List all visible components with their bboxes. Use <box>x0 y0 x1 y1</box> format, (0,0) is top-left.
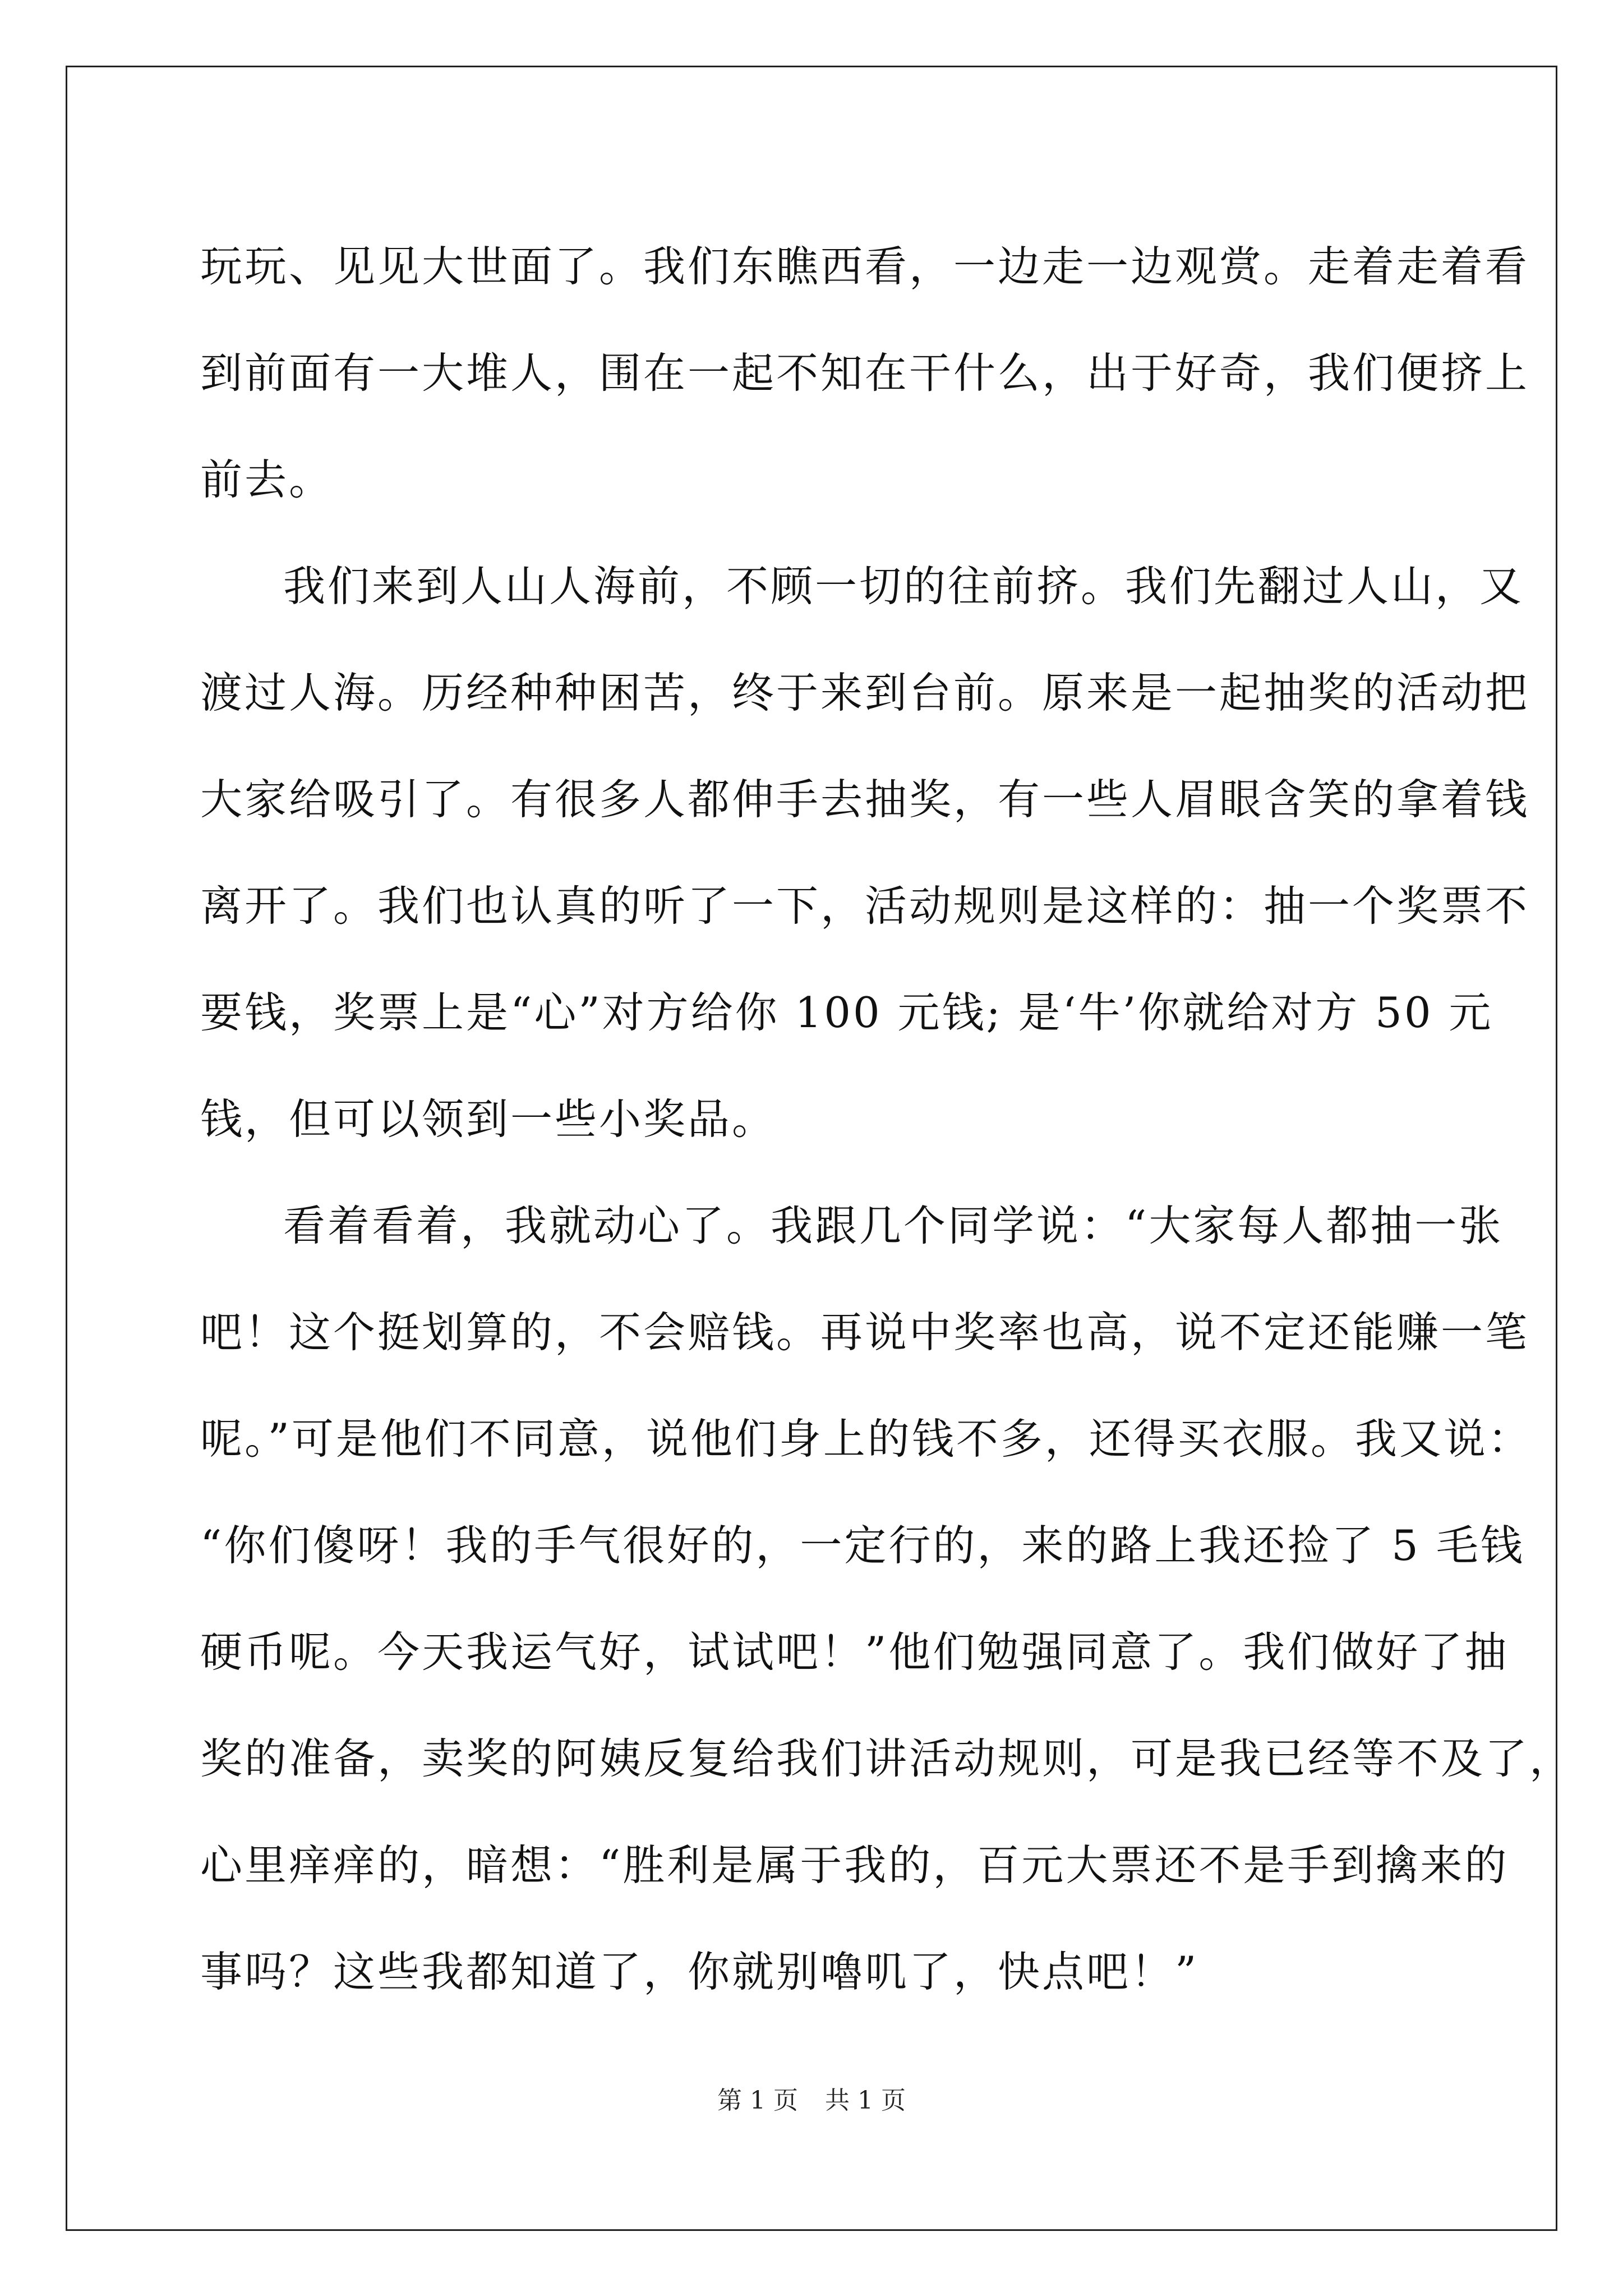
text-line: 玩玩、见见大世面了。我们东瞧西看，一边走一边观赏。走着走着看 <box>200 242 1530 291</box>
text-line: “你们傻呀！我的手气很好的，一定行的，来的路上我还捡了 5 毛钱 <box>200 1521 1525 1570</box>
page-number-current: 第 1 页 <box>717 2086 798 2115</box>
text-line: 吧！这个挺划算的，不会赔钱。再说中奖率也高，说不定还能赚一笔 <box>200 1308 1530 1357</box>
page-number-total: 共 1 页 <box>825 2086 906 2115</box>
text-line: 奖的准备，卖奖的阿姨反复给我们讲活动规则，可是我已经等不及了， <box>200 1734 1574 1783</box>
text-line: 大家给吸引了。有很多人都伸手去抽奖，有一些人眉眼含笑的拿着钱 <box>200 775 1530 824</box>
text-line: 呢。”可是他们不同意，说他们身上的钱不多，还得买衣服。我又说： <box>200 1414 1532 1464</box>
page-footer <box>0 2084 1623 2118</box>
text-line: 事吗？这些我都知道了，你就别嚕叽了，快点吧！” <box>200 1947 1199 1996</box>
text-line: 前去。 <box>200 455 334 504</box>
text-line: 渡过人海。历经种种困苦，终于来到台前。原来是一起抽奖的活动把 <box>200 668 1530 717</box>
text-line: 看着看着，我就动心了。我跟几个同学说：“大家每人都抽一张 <box>283 1201 1504 1250</box>
text-line: 硬币呢。今天我运气好，试试吧！”他们勉强同意了。我们做好了抽 <box>200 1627 1509 1677</box>
text-line: 心里痒痒的，暗想：“胜利是属于我的，百元大票还不是手到擒来的 <box>200 1841 1509 1890</box>
text-line: 离开了。我们也认真的听了一下，活动规则是这样的：抽一个奖票不 <box>200 881 1530 931</box>
text-line: 到前面有一大堆人，围在一起不知在干什么，出于好奇，我们便挤上 <box>200 348 1530 398</box>
document-body <box>200 213 1574 2025</box>
text-line: 要钱，奖票上是“心”对方给你 100 元钱; 是‘牛’你就给对方 50 元 <box>200 988 1493 1037</box>
text-line: 钱，但可以领到一些小奖品。 <box>200 1094 777 1144</box>
text-line: 我们来到人山人海前，不顾一切的往前挤。我们先翻过人山，又 <box>283 562 1524 611</box>
